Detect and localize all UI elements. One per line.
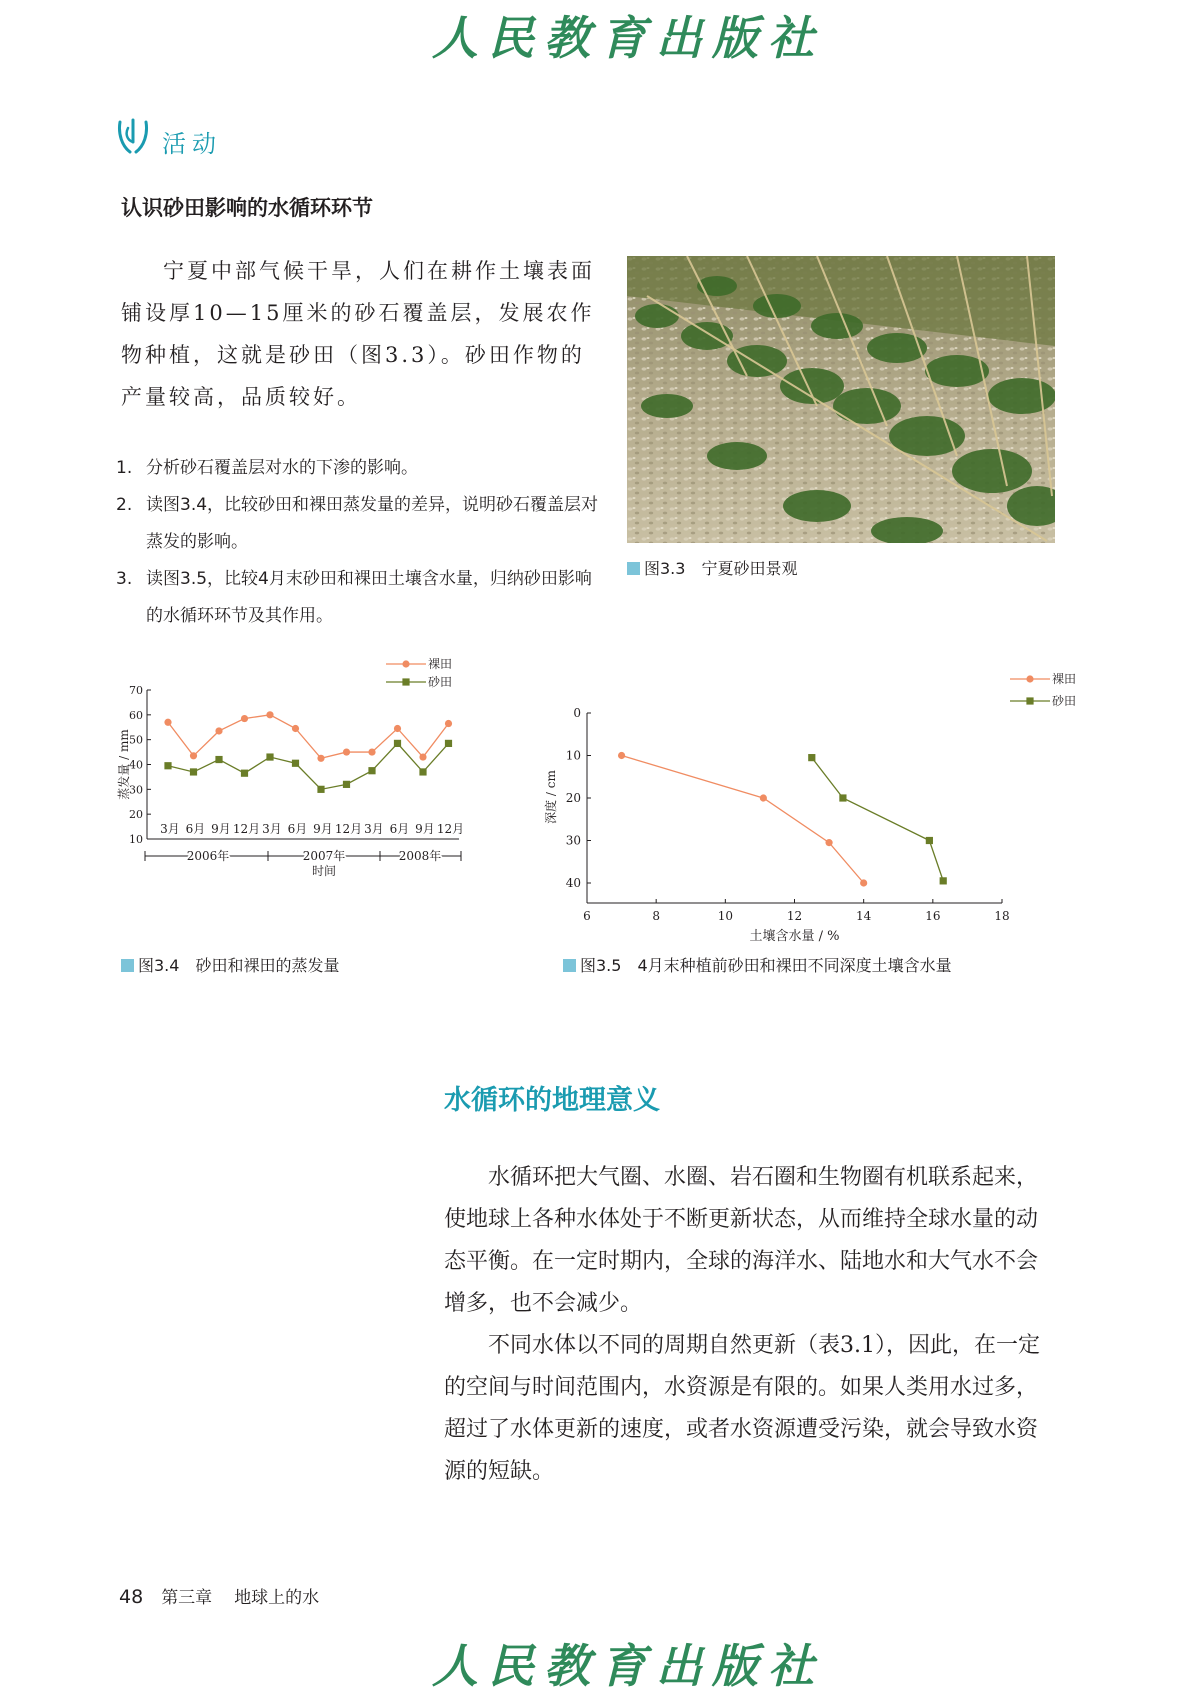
series-line-bare-field <box>622 756 864 884</box>
y-tick-label: 50 <box>129 733 143 747</box>
series-line-sand-field <box>168 743 449 789</box>
y-tick-label: 30 <box>565 833 581 848</box>
data-point <box>292 760 299 767</box>
legend-marker <box>402 678 409 685</box>
y-tick-label: 10 <box>129 833 143 846</box>
activity-title: 认识砂田影响的水循环环节 <box>121 196 373 220</box>
y-tick-label: 20 <box>129 808 143 822</box>
data-point <box>241 770 248 777</box>
x-tick-label: 12月 <box>334 822 363 836</box>
data-point <box>190 752 197 759</box>
data-point <box>343 748 350 755</box>
x-tick-label: 18 <box>994 909 1010 923</box>
publisher-logo-top: 人民教育出版社 <box>432 11 824 65</box>
question-text: 读图3.4，比较砂田和裸田蒸发量的差异，说明砂石覆盖层对蒸发的影响。 <box>146 495 599 552</box>
legend-marker <box>402 660 409 667</box>
question-item <box>116 450 606 487</box>
soil-moisture-chart <box>540 665 1080 947</box>
y-tick-label: 40 <box>565 876 581 890</box>
question-text: 读图3.5，比较4月末砂田和裸田土壤含水量，归纳砂田影响的水循环环节及其作用。 <box>146 569 592 626</box>
x-tick-label: 3月 <box>262 822 282 836</box>
activity-intro <box>121 250 596 418</box>
data-point <box>343 781 350 788</box>
x-tick-label: 9月 <box>415 822 435 836</box>
question-list <box>116 450 606 635</box>
x-tick-label: 14 <box>856 909 872 923</box>
section-paragraph: 水循环把大气圈、水圈、岩石圈和生物圈有机联系起来，使地球上各种水体处于不断更新状态，从而维持全球水量的动态平衡。在一定时期内，全球的海洋水、陆地水和大气水不会增多，也不会减少。 <box>444 1165 1039 1316</box>
data-point <box>241 715 248 722</box>
data-point <box>940 877 947 884</box>
legend-marker <box>1026 675 1033 682</box>
x-tick-label: 12月 <box>232 822 261 836</box>
section-paragraph: 不同水体以不同的周期自然更新（表3.1），因此，在一定的空间与时间范围内，水资源是有限的。如果人类用水过多，超过了水体更新的速度，或者水资源遭受污染，就会导致水资源的短缺。 <box>444 1333 1040 1484</box>
activity-intro-text: 宁夏中部气候干旱，人们在耕作土壤表面铺设厚10—15厘米的砂石覆盖层，发展农作物种植，这就是砂田（图3.3）。砂田作物的产量较高，品质较好。 <box>121 259 595 409</box>
y-axis-label: 蒸发量 / mm <box>117 729 131 800</box>
x-tick-label: 16 <box>925 909 941 923</box>
y-tick-label: 30 <box>129 783 143 797</box>
data-point <box>839 794 846 801</box>
photo-caption <box>627 556 797 579</box>
section-title: 水循环的地理意义 <box>444 1085 660 1116</box>
data-point <box>445 740 452 747</box>
question-item <box>116 487 606 561</box>
year-label: 2006年 <box>186 849 230 863</box>
question-number: 1. <box>116 458 133 478</box>
year-label: 2007年 <box>302 849 346 863</box>
legend-marker <box>1026 697 1033 704</box>
legend-label: 砂田 <box>428 675 453 689</box>
data-point <box>292 725 299 732</box>
chapter-number: 第三章 <box>161 1588 213 1608</box>
data-point <box>215 756 222 763</box>
chart-caption-text: 图3.5 4月末种植前砂田和裸田不同深度土壤含水量 <box>580 956 952 975</box>
data-point <box>164 762 171 769</box>
data-point <box>760 794 767 801</box>
chart-caption <box>563 953 952 976</box>
y-tick-label: 40 <box>129 758 143 772</box>
publisher-logo-bottom: 人民教育出版社 <box>432 1639 824 1693</box>
caption-marker <box>121 959 134 972</box>
page-number: 48 <box>119 1586 144 1608</box>
data-point <box>618 752 625 759</box>
y-tick-label: 20 <box>565 791 581 805</box>
x-tick-label: 6月 <box>389 822 410 836</box>
x-axis-label: 时间 <box>311 864 337 878</box>
y-axis-label: 深度 / cm <box>544 770 558 824</box>
photo-caption-text: 图3.3 宁夏砂田景观 <box>644 559 798 578</box>
x-tick-label: 9月 <box>313 822 333 836</box>
evaporation-chart <box>116 657 536 935</box>
data-point <box>445 720 452 727</box>
x-tick-label: 9月 <box>211 822 231 836</box>
data-point <box>164 719 171 726</box>
x-tick-label: 8 <box>652 909 660 923</box>
x-tick-label: 12 <box>786 909 803 923</box>
x-tick-label: 3月 <box>364 822 384 836</box>
chapter-title: 地球上的水 <box>234 1588 320 1608</box>
x-tick-label: 10 <box>717 909 733 923</box>
data-point <box>926 837 933 844</box>
data-point <box>808 754 815 761</box>
y-tick-label: 10 <box>565 748 581 763</box>
x-tick-label: 6月 <box>287 822 308 836</box>
data-point <box>419 753 426 760</box>
activity-icon <box>116 116 150 156</box>
data-point <box>317 755 324 762</box>
x-tick-label: 6月 <box>185 822 206 836</box>
question-number: 3. <box>116 569 133 589</box>
x-tick-label: 3月 <box>160 822 180 836</box>
series-line-sand-field <box>812 758 943 881</box>
question-number: 2. <box>116 495 133 515</box>
y-tick-label: 60 <box>129 708 143 722</box>
year-label: 2008年 <box>398 849 442 863</box>
data-point <box>215 727 222 734</box>
data-point <box>317 786 324 793</box>
x-axis-label: 土壤含水量 / % <box>749 929 840 944</box>
y-tick-label: 70 <box>129 684 143 697</box>
y-tick-label: 0 <box>573 706 581 720</box>
question-item <box>116 561 606 635</box>
legend-label: 裸田 <box>428 657 453 671</box>
data-point <box>394 725 401 732</box>
data-point <box>266 753 273 760</box>
data-point <box>368 767 375 774</box>
series-line-bare-field <box>168 715 449 758</box>
caption-marker <box>563 959 576 972</box>
section-body <box>444 1157 1059 1493</box>
data-point <box>368 748 375 755</box>
data-point <box>394 740 401 747</box>
question-text: 分析砂石覆盖层对水的下渗的影响。 <box>146 458 418 478</box>
legend-label: 砂田 <box>1052 694 1077 708</box>
activity-label: 活动 <box>162 130 222 158</box>
x-tick-label: 12月 <box>436 822 465 836</box>
data-point <box>266 711 273 718</box>
x-tick-label: 6 <box>583 909 591 923</box>
data-point <box>860 879 867 886</box>
page-footer <box>119 1583 319 1608</box>
data-point <box>419 768 426 775</box>
legend-label: 裸田 <box>1052 672 1077 686</box>
data-point <box>190 768 197 775</box>
caption-marker <box>627 562 640 575</box>
chart-caption <box>121 953 339 976</box>
sand-field-photo <box>627 256 1055 543</box>
data-point <box>825 839 832 846</box>
chart-caption-text: 图3.4 砂田和裸田的蒸发量 <box>138 956 340 975</box>
